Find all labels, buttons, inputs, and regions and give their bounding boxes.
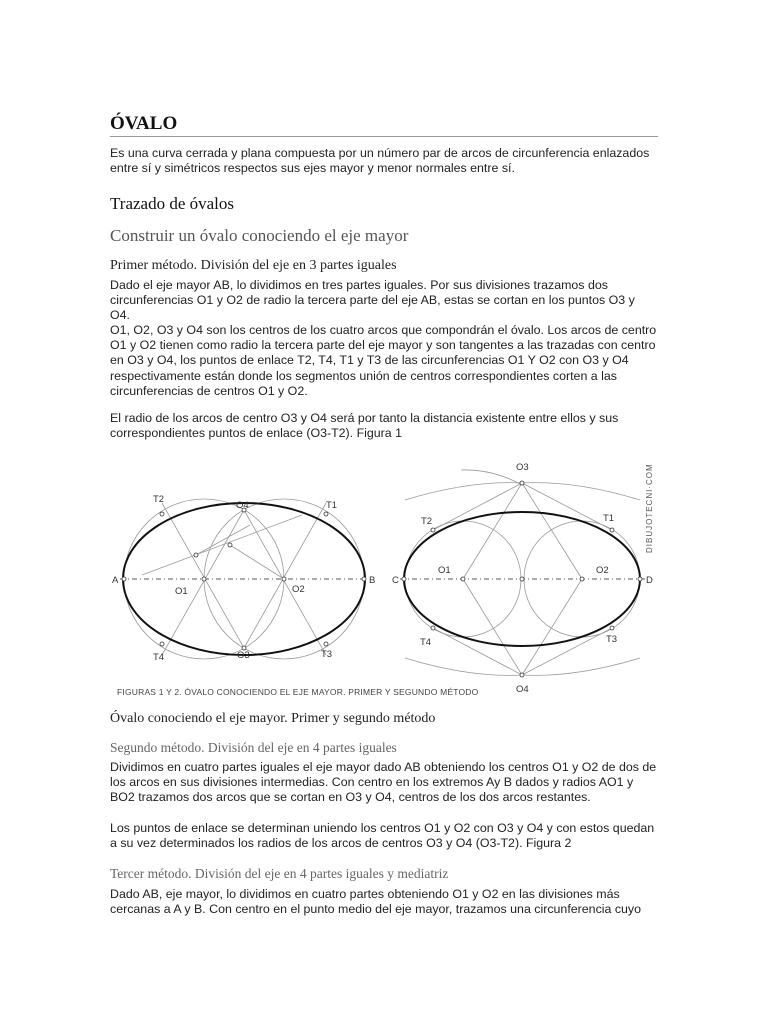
subsection-heading: Construir un óvalo conociendo el eje mayor: [110, 226, 409, 245]
construction-line: [162, 510, 244, 655]
label-o1: O1: [438, 565, 451, 576]
construction-line: [463, 483, 522, 579]
point-t1: [324, 512, 328, 516]
point-o1: [461, 577, 465, 581]
label-t1: T1: [326, 500, 338, 511]
method3-heading: Tercer método. División del eje en 4 partes iguales y mediatriz: [110, 866, 449, 881]
construction-line: [230, 545, 284, 579]
point-aux: [228, 543, 232, 547]
point-t4: [431, 626, 435, 630]
construction-arc: [521, 483, 640, 500]
point-o4: [520, 673, 524, 677]
method1-paragraph-3: El radio de los arcos de centro O3 y O4 será por tanto la distancia existente entre ellos y sus correspondientes puntos de enlace (O3-T2). Figura 1: [110, 411, 619, 441]
label-b: B: [369, 575, 376, 586]
intro-paragraph: Es una curva cerrada y plana compuesta por un número par de arcos de circunferencia enlazados entre sí y simétricos respectos sus ejes mayor y menor normales entre sí.: [110, 146, 650, 176]
point-a: [122, 577, 126, 581]
point-o3: [520, 481, 524, 485]
label-t2: T2: [421, 516, 433, 527]
label-t3: T3: [606, 634, 618, 645]
point-c: [402, 577, 406, 581]
label-t3: T3: [321, 649, 333, 660]
figure-1: [112, 494, 375, 663]
point-o2: [282, 577, 286, 581]
construction-arc: [521, 658, 640, 675]
construction-line: [463, 579, 522, 675]
construction-line: [244, 503, 326, 648]
point-o1: [202, 577, 206, 581]
label-t4: T4: [153, 652, 165, 663]
point-t4: [160, 642, 164, 646]
construction-line: [196, 525, 250, 555]
label-o3: O3: [516, 462, 529, 473]
point-t3: [610, 626, 614, 630]
point-t2: [160, 512, 164, 516]
construction-line: [522, 579, 582, 675]
watermark-text: DIBUJOTECNI·COM: [645, 463, 654, 553]
label-o1: O1: [175, 586, 188, 597]
page-title: ÓVALO: [110, 113, 178, 134]
method3-paragraph-1: Dado AB, eje mayor, lo dividimos en cuatro partes obteniendo O1 y O2 en las divisiones más cercanas a A y B. Con centro en el punto medio del eje mayor, trazamos una circunferencia cuyo: [110, 887, 642, 917]
label-o4: O4: [236, 500, 249, 511]
method2-paragraph-2: Los puntos de enlace se determinan uniendo los centros O1 y O2 con O3 y O4 y con estos quedan a su vez determinados los radios de los arcos de centros O3 y O4 (O3-T2). Figura 2: [110, 821, 655, 851]
point-t2: [431, 528, 435, 532]
method1-heading: Primer método. División del eje en 3 partes iguales: [110, 258, 397, 273]
point-t1: [610, 528, 614, 532]
label-t2: T2: [153, 494, 165, 505]
label-d: D: [646, 575, 653, 586]
method2-heading: Segundo método. División del eje en 4 partes iguales: [110, 740, 397, 755]
label-t1: T1: [603, 513, 615, 524]
figure-caption: FIGURAS 1 Y 2. ÓVALO CONOCIENDO EL EJE MAYOR. PRIMER Y SEGUNDO MÉTODO: [117, 687, 479, 697]
construction-line: [142, 515, 302, 575]
point-d: [638, 577, 642, 581]
method1-paragraph-1: Dado el eje mayor AB, lo dividimos en tres partes iguales. Por sus divisiones trazamos dos circunferencias O1 y O2 de radio la tercera parte del eje AB, estas se cortan en los puntos O3 y O4.: [110, 278, 635, 323]
figure-title: Óvalo conociendo el eje mayor. Primer y segundo método: [110, 711, 436, 726]
label-c: C: [392, 575, 399, 586]
construction-line: [162, 503, 244, 648]
label-o4: O4: [516, 684, 529, 695]
label-o3: O3: [237, 650, 250, 661]
point-b: [362, 577, 366, 581]
label-o2: O2: [596, 565, 609, 576]
method2-paragraph-1: Dividimos en cuatro partes iguales el eje mayor dado AB obteniendo los centros O1 y O2 de dos de los arcos en sus divisiones intermedias. Con centro en los extremos Ay B dados y radios AO1 y BO2 trazamos dos arcos que se cortan en O3 y O4, centros de los dos arcos restantes.: [110, 760, 657, 805]
label-a: A: [112, 575, 119, 586]
section-heading: Trazado de óvalos: [110, 194, 235, 213]
method1-paragraph-2: O1, O2, O3 y O4 son los centros de los cuatro arcos que compondrán el óvalo. Los arcos de centro O1 y O2 tienen como radio la tercera parte del eje mayor y son tangentes a las trazadas con centro en O3 y O4, los puntos de enlace T2, T4, T1 y T3 de las circunferencias O1 Y O2 con O3 y O4 respectivamente están donde los segmentos unión de centros correspondientes corten a las circunferencias de centros O1 y O2.: [110, 323, 657, 398]
figure-2: [392, 462, 653, 695]
point-o2: [580, 577, 584, 581]
construction-line: [522, 483, 582, 579]
point-aux: [194, 553, 198, 557]
point-center: [520, 577, 524, 581]
label-o2: O2: [292, 584, 305, 595]
label-t4: T4: [420, 637, 432, 648]
point-t3: [324, 642, 328, 646]
